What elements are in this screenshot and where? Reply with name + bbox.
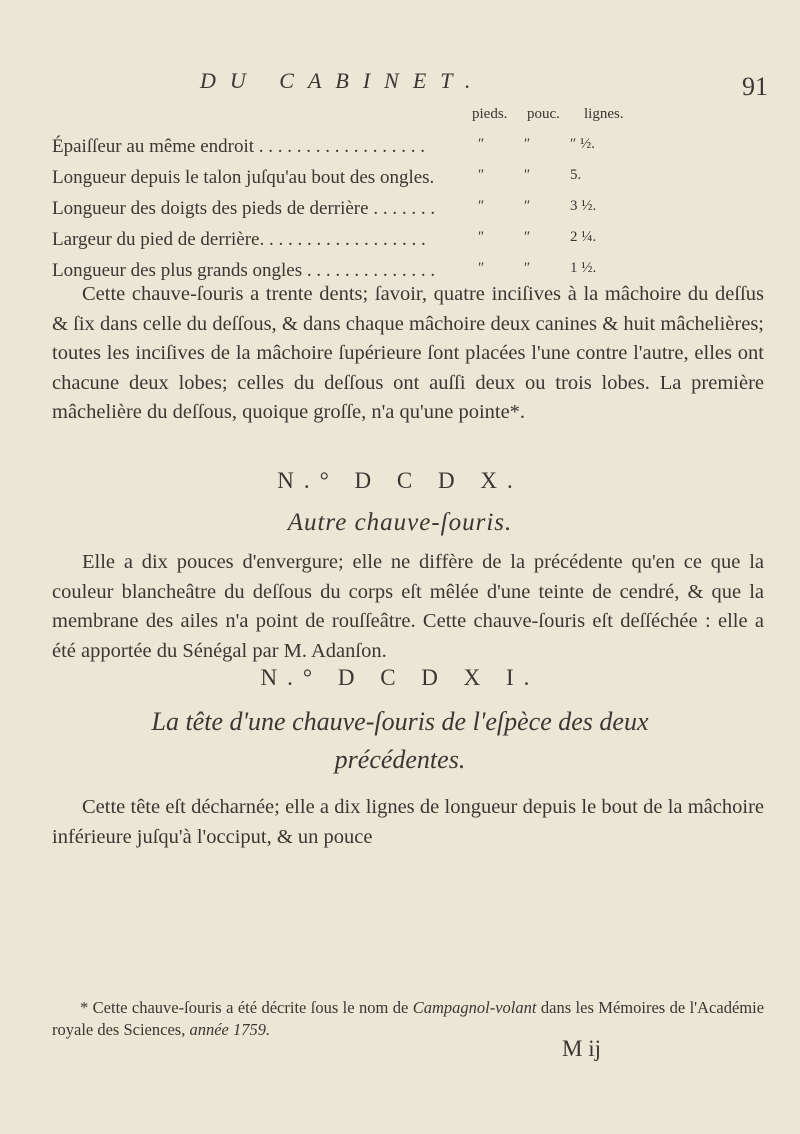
- entry-number-dcdxi: N.° D C D X I.: [260, 665, 540, 690]
- footnote-marker: *: [80, 998, 89, 1017]
- footnote-source: dans les Mémoires de l'Académie royale des Sciences,: [52, 998, 765, 1039]
- measurement-feet: ″: [478, 260, 485, 276]
- measurement-lines: 3 ½.: [570, 198, 597, 214]
- footnote: [52, 997, 764, 1041]
- units-header: [0, 106, 800, 128]
- measurement-label: Largeur du pied de derrière. . . . . . . . . . . . . . . . . .: [52, 229, 426, 250]
- measurement-feet: ″: [478, 229, 485, 245]
- paragraph-head: Cette tête eſt décharnée; elle a dix lignes de longueur depuis le bout de la mâchoire inférieure juſqu'à l'occiput, & un pouce: [52, 796, 764, 848]
- measurement-inches: ″: [524, 167, 531, 183]
- entry-title-tete: La tête d'une chauve-ſouris de l'eſpèce des deux précédentes.: [151, 707, 649, 774]
- unit-inches: pouc.: [527, 106, 560, 122]
- paragraph-description: Elle a dix pouces d'envergure; elle ne diffère de la précédente qu'en ce que la couleur blancheâtre du deſſous du corps eſt mêlée d'une teinte de cendré, & que la membrane des ailes n'a point de rouſſeâtre. Cette chauve-ſouris eſt deſſéchée : elle a été apportée du Sénégal par M. Adanſon.: [52, 551, 764, 662]
- measurement-inches: ″: [524, 136, 531, 152]
- measurement-inches: ″: [524, 198, 531, 214]
- measurement-feet: ″: [478, 167, 485, 183]
- measurement-feet: ″: [478, 136, 485, 152]
- measurement-lines: 1 ½.: [570, 260, 597, 276]
- running-head-text: DU CABINET.: [200, 68, 485, 93]
- measurement-row: [52, 136, 772, 167]
- measurement-lines: 2 ¼.: [570, 229, 597, 245]
- footnote-species-name: Campagnol-volant: [412, 998, 537, 1017]
- unit-lines: lignes.: [584, 106, 624, 122]
- measurement-row: [52, 198, 772, 229]
- entry-title-autre-chauve-souris: Autre chauve-ſouris.: [287, 509, 513, 536]
- footnote-year: année 1759.: [189, 1020, 271, 1039]
- paragraph-teeth: Cette chauve-ſouris a trente dents; ſavoir, quatre inciſives à la mâchoire du deſſus & ſix dans celle du deſſous, & dans chaque mâchoire deux canines & huit mâchelières; toutes les inciſives de la mâchoire ſupérieure ſont placées l'une contre l'autre, elles ont chacune deux lobes; celles du deſſous ont auſſi deux ou trois lobes. La première mâchelière du deſſous, quoique groſſe, n'a qu'une pointe*.: [52, 283, 764, 424]
- measurement-label: Longueur des doigts des pieds de derrière . . . . . . .: [52, 198, 436, 219]
- running-head: [200, 68, 484, 94]
- page-number: 91: [742, 72, 768, 101]
- measurement-inches: ″: [524, 229, 531, 245]
- signature-mark: M ij: [562, 1036, 601, 1061]
- measurements-table: [52, 136, 772, 291]
- measurement-feet: ″: [478, 198, 485, 214]
- entry-number-dcdx: N.° D C D X.: [277, 468, 523, 493]
- measurement-row: [52, 167, 772, 198]
- measurement-inches: ″: [524, 260, 531, 276]
- unit-feet: pieds.: [472, 106, 508, 122]
- measurement-row: [52, 229, 772, 260]
- measurement-label: Épaiſſeur au même endroit . . . . . . . . . . . . . . . . . .: [52, 136, 426, 157]
- footnote-text: Cette chauve-ſouris a été décrite ſous le nom de: [92, 998, 409, 1017]
- measurement-label: Longueur depuis le talon juſqu'au bout des ongles.: [52, 167, 435, 188]
- page-header: [0, 68, 800, 104]
- measurement-lines: 5.: [570, 167, 582, 183]
- measurement-lines: ″ ½.: [570, 136, 595, 152]
- measurement-label: Longueur des plus grands ongles . . . . . . . . . . . . . .: [52, 260, 436, 281]
